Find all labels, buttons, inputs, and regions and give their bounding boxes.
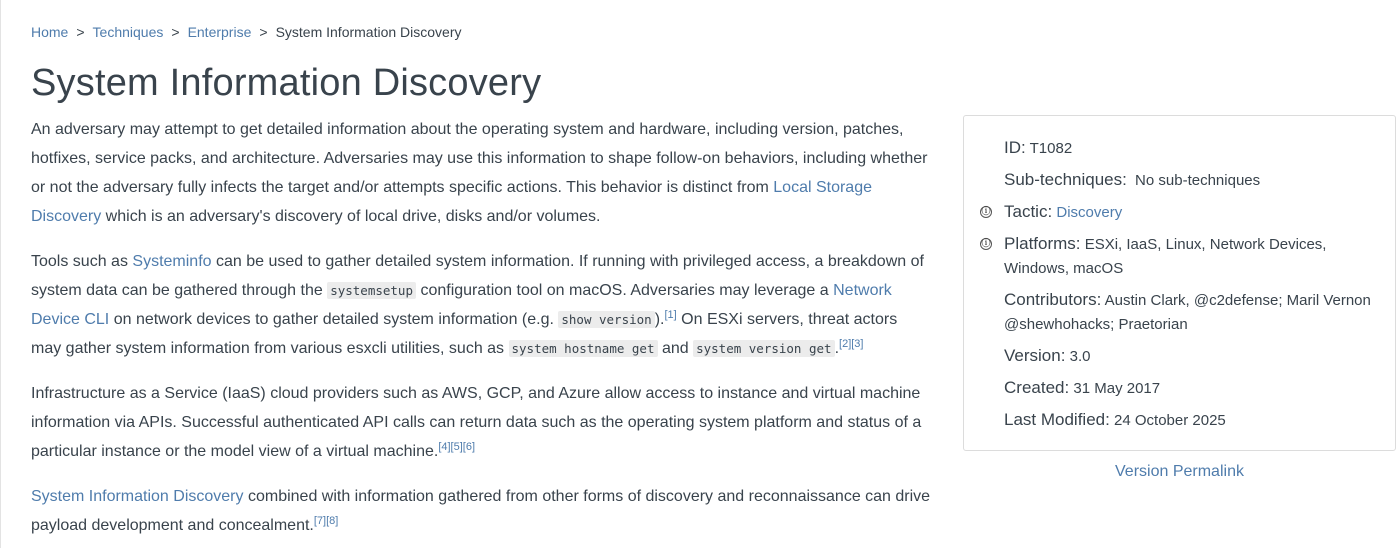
created-value: 31 May 2017 <box>1073 380 1161 397</box>
platforms-label: Platforms: <box>1004 234 1081 253</box>
text: combined with information gathered from other forms of discovery and reconnaissance can drive payload development and concealment. <box>31 488 931 534</box>
breadcrumb-current: System Information Discovery <box>275 24 462 40</box>
breadcrumb-enterprise[interactable]: Enterprise <box>187 24 252 40</box>
breadcrumb-techniques[interactable]: Techniques <box>92 24 164 40</box>
breadcrumb-separator: > <box>76 24 85 40</box>
code-system-hostname-get: system hostname get <box>509 340 658 357</box>
tactic-link[interactable]: Discovery <box>1056 204 1123 221</box>
id-row <box>1004 136 1381 161</box>
last-modified-row <box>1004 408 1381 433</box>
id-label: ID: <box>1004 138 1026 157</box>
reference-1[interactable]: [1] <box>664 309 677 321</box>
link-local-storage-discovery[interactable]: Local Storage Discovery <box>31 179 872 225</box>
code-system-version-get: system version get <box>693 340 834 357</box>
tactic-label: Tactic: <box>1004 202 1053 221</box>
info-icon[interactable]: ⓘ <box>981 239 991 249</box>
created-row <box>1004 376 1381 401</box>
version-row <box>1004 344 1381 369</box>
page-title: System Information Discovery <box>31 62 542 104</box>
text: On ESXi servers, threat actors may gather system information from various esxcli utilities, such as <box>31 311 898 357</box>
contributors-value: Austin Clark, @c2defense; Maril Vernon @shewhohacks; Praetorian <box>1004 292 1371 333</box>
breadcrumb-separator: > <box>171 24 180 40</box>
sub-techniques-row <box>1004 168 1381 193</box>
reference-6[interactable]: [6] <box>462 441 476 453</box>
text: and <box>657 340 694 357</box>
version-label: Version: <box>1004 346 1066 365</box>
technique-description <box>31 115 931 556</box>
text: which is an adversary's discovery of local drive, disks and/or volumes. <box>101 208 601 225</box>
contributors-row <box>1004 288 1381 337</box>
created-label: Created: <box>1004 378 1070 397</box>
last-modified-label: Last Modified: <box>1004 410 1110 429</box>
tactic-row <box>1004 200 1381 225</box>
reference-3[interactable]: [3] <box>851 338 864 350</box>
info-icon[interactable]: ⓘ <box>981 207 991 217</box>
text: Tools such as <box>31 253 133 270</box>
code-show-version: show version <box>558 311 654 328</box>
text: Infrastructure as a Service (IaaS) cloud providers such as AWS, GCP, and Azure allow access to instance and virtual machine information via APIs. Successful authenticated API calls can return data such as the operating system platform and status of a particular instance or the model view of a virtual machine. <box>31 385 922 460</box>
contributors-label: Contributors: <box>1004 290 1102 309</box>
link-system-information-discovery[interactable]: System Information Discovery <box>31 488 244 505</box>
reference-4[interactable]: [4] <box>438 441 451 453</box>
text: on network devices to gather detailed system information (e.g. <box>109 311 559 328</box>
sub-techniques-label: Sub-techniques: <box>1004 170 1127 189</box>
description-paragraph-3 <box>31 379 931 466</box>
text: . <box>834 340 840 357</box>
technique-info-card <box>963 115 1396 451</box>
version-permalink-container <box>963 462 1396 482</box>
link-network-device-cli[interactable]: Network Device CLI <box>31 282 892 328</box>
breadcrumb <box>31 22 462 42</box>
description-paragraph-4 <box>31 482 931 540</box>
left-border <box>0 0 1 548</box>
version-value: 3.0 <box>1069 348 1091 365</box>
id-value: T1082 <box>1029 140 1073 157</box>
platforms-value: ESXi, IaaS, Linux, Network Devices, Windows, macOS <box>1004 236 1327 277</box>
description-paragraph-1 <box>31 115 931 231</box>
reference-8[interactable]: [8] <box>326 515 339 527</box>
reference-5[interactable]: [5] <box>450 441 463 453</box>
text: can be used to gather detailed system information. If running with privileged access, a breakdown of system data can be gathered through the <box>31 253 924 299</box>
description-paragraph-2 <box>31 247 931 363</box>
last-modified-value: 24 October 2025 <box>1114 412 1226 429</box>
reference-2[interactable]: [2] <box>839 338 852 350</box>
code-systemsetup: systemsetup <box>327 282 416 299</box>
version-permalink-link[interactable]: Version Permalink <box>1115 463 1244 480</box>
reference-7[interactable]: [7] <box>313 515 327 527</box>
breadcrumb-separator: > <box>259 24 268 40</box>
breadcrumb-home[interactable]: Home <box>31 24 69 40</box>
text: An adversary may attempt to get detailed information about the operating system and hardware, including version, patches, hotfixes, service packs, and architecture. Adversaries may use this information to shape follow-on behaviors, including whether or not the adversary fully infects the target and/or attempts specific actions. This behavior is distinct from <box>31 121 928 196</box>
platforms-row <box>1004 232 1381 281</box>
link-systeminfo[interactable]: Systeminfo <box>132 253 212 270</box>
sub-techniques-value: No sub-techniques <box>1135 172 1261 189</box>
text: configuration tool on macOS. Adversaries may leverage a <box>416 282 834 299</box>
text: ). <box>654 311 665 328</box>
